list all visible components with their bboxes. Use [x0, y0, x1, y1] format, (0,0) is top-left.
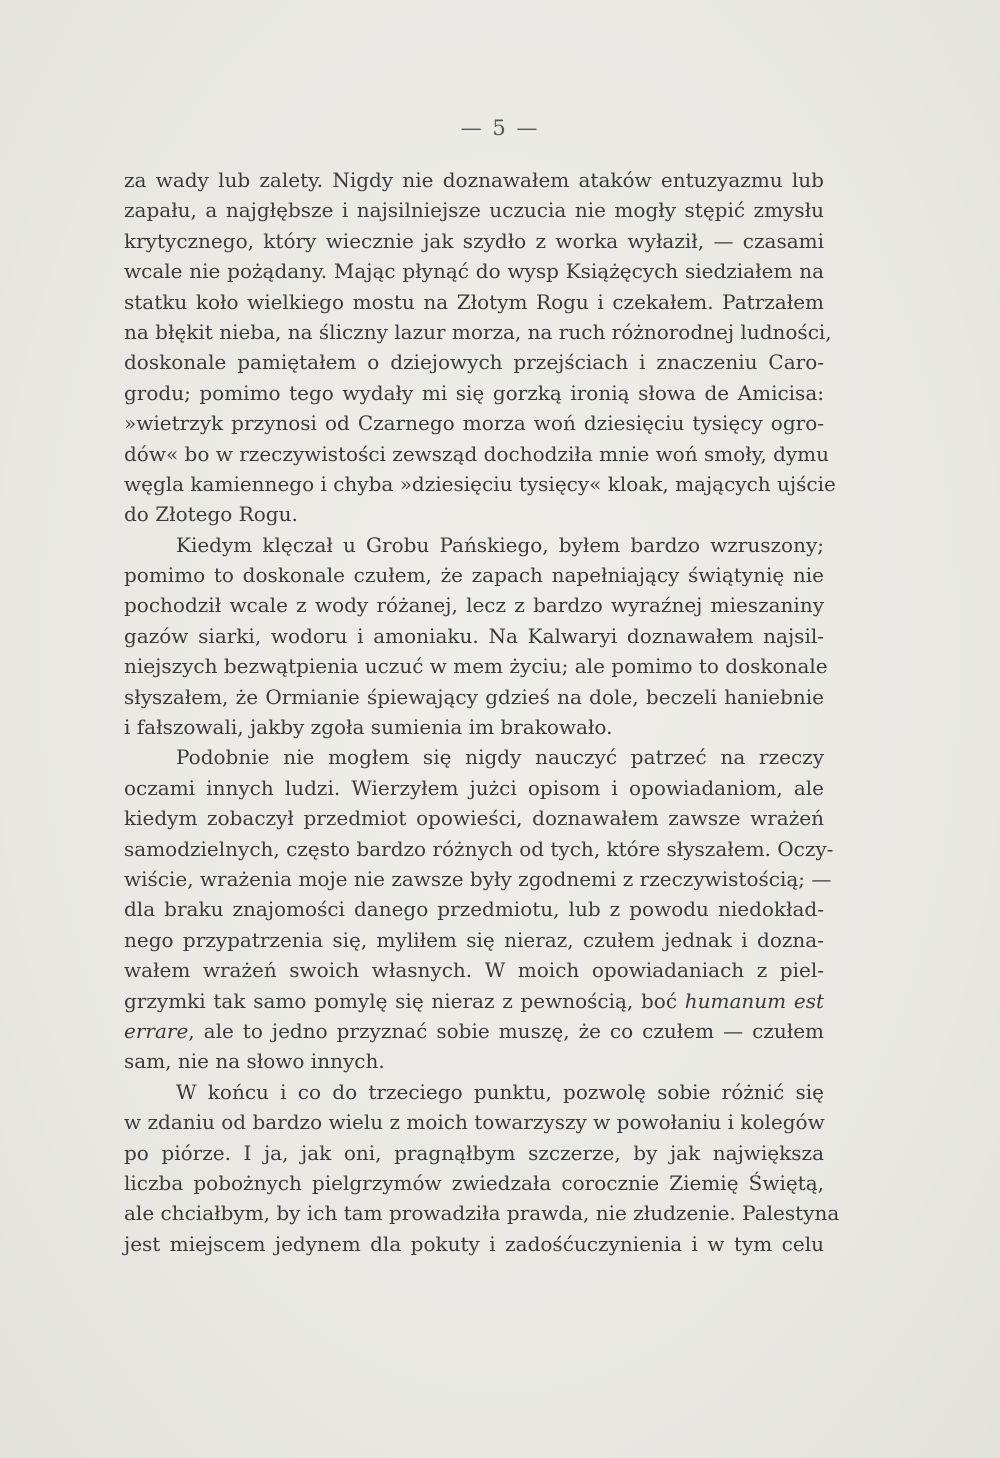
- text-line: dów« bo w rzeczywistości zewsząd dochodziła mnie woń smoły, dymu: [124, 441, 830, 466]
- text-line: po piórze. I ja, jak oni, pragnąłbym szczerze, by jak największa: [124, 1140, 824, 1165]
- text-line: do Złotego Rogu.: [124, 502, 298, 527]
- page-number: — 5 —: [460, 116, 540, 140]
- text-line: kiedym zobaczył przedmiot opowieści, doznawałem zawsze wrażeń: [124, 806, 824, 831]
- text-line: ale chciałbym, by ich tam prowadziła prawda, nie złudzenie. Palestyna: [124, 1201, 840, 1226]
- text-line: za wady lub zalety. Nigdy nie doznawałem ataków entuzyazmu lub: [124, 168, 824, 192]
- text-line: wcale nie pożądany. Mając płynąć do wysp Książęcych siedziałem na: [124, 259, 824, 284]
- text-line: słyszałem, że Ormianie śpiewający gdzieś na dole, beczeli haniebnie: [124, 684, 824, 709]
- text-line: statku koło wielkiego mostu na Złotym Rogu i czekałem. Patrzałem: [124, 289, 824, 314]
- text-line: pochodził wcale z wody różanej, lecz z bardzo wyraźnej mieszaniny: [124, 593, 824, 618]
- text-span: grzymki tak samo pomylę się nieraz z pewnością, boć: [124, 988, 685, 1013]
- text-line: oczami innych ludzi. Wierzyłem jużci opisom i opowiadaniom, ale: [124, 775, 824, 800]
- text-line: [124, 1016, 824, 1046]
- text-line: liczba pobożnych pielgrzymów zwiedzała corocznie Ziemię Świętą,: [124, 1170, 824, 1195]
- text-line: niejszych bezwątpienia uczuć w mem życiu; ale pomimo to doskonale: [124, 654, 828, 679]
- text-line: wiście, wrażenia moje nie zawsze były zgodnemi z rzeczywistością; —: [124, 866, 832, 891]
- text-line: grodu; pomimo tego wydały mi się gorzką ironią słowa de Amicisa:: [124, 380, 824, 405]
- text-line: węgla kamiennego i chyba »dziesięciu tysięcy« kloak, mających ujście: [124, 471, 836, 496]
- text-line: dla braku znajomości danego przedmiotu, lub z powodu niedokład-: [124, 897, 824, 922]
- text-line: zapału, a najgłębsze i najsilniejsze uczucia nie mogły stępić zmysłu: [124, 198, 824, 223]
- text-line: doskonale pamiętałem o dziejowych przejściach i znaczeniu Caro-: [124, 350, 824, 375]
- text-line: gazów siarki, wodoru i amoniaku. Na Kalwaryi doznawałem najsil-: [124, 623, 824, 648]
- paragraph-start: Podobnie nie mogłem się nigdy nauczyć patrzeć na rzeczy: [176, 745, 824, 770]
- text-line: »wietrzyk przynosi od Czarnego morza woń dziesięciu tysięcy ogro-: [124, 411, 824, 436]
- text-line: samodzielnych, często bardzo różnych od tych, które słyszałem. Oczy-: [124, 836, 834, 861]
- paragraph-start: Kiedym klęczał u Grobu Pańskiego, byłem bardzo wzruszony;: [176, 532, 824, 557]
- text-line: sam, nie na słowo innych.: [124, 1049, 385, 1074]
- text-line: jest miejscem jedynem dla pokuty i zadośćuczynienia i w tym celu: [124, 1231, 824, 1256]
- latin-phrase: errare: [124, 1018, 189, 1043]
- paragraph-start: W końcu i co do trzeciego punktu, pozwolę sobie różnić się: [176, 1079, 824, 1104]
- body-text: [124, 165, 840, 1259]
- text-line: krytycznego, który wiecznie jak szydło z worka wyłaził, — czasami: [124, 228, 824, 253]
- text-line: na błękit nieba, na śliczny lazur morza, na ruch różnorodnej ludności,: [124, 319, 832, 344]
- text-line: pomimo to doskonale czułem, że zapach napełniający świątynię nie: [124, 563, 824, 588]
- text-span: , ale to jedno przyznać sobie muszę, że co czułem — czułem: [188, 1018, 824, 1043]
- text-line: i fałszowali, jakby zgoła sumienia im brakowało.: [124, 715, 613, 740]
- text-line: wałem wrażeń swoich własnych. W moich opowiadaniach z piel-: [124, 958, 824, 983]
- text-line: nego przypatrzenia się, myliłem się nieraz, czułem jednak i dozna-: [124, 927, 824, 952]
- text-line: w zdaniu od bardzo wielu z moich towarzyszy w powołaniu i kolegów: [124, 1110, 825, 1135]
- latin-phrase: humanum est: [684, 988, 824, 1013]
- text-line: [124, 986, 824, 1016]
